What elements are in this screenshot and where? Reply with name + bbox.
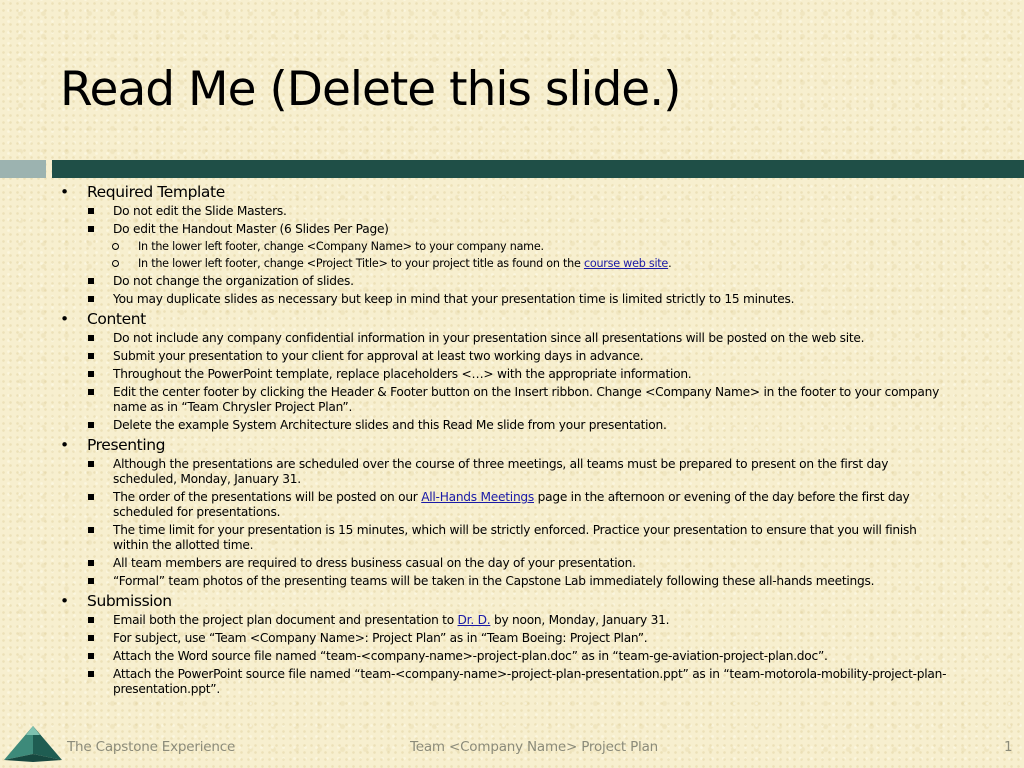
text-before: The order of the presentations will be posted on our (113, 490, 422, 504)
bullet-text: Submit your presentation to your client for approval at least two working days in advance. (113, 349, 644, 363)
slide-number: 1 (1004, 739, 1013, 755)
list-item (60, 204, 953, 219)
list-item (60, 292, 953, 307)
bullet-text: Do not include any company confidential information in your presentation since all presentations will be posted on the web site. (113, 331, 865, 345)
square-bullet-icon (88, 226, 94, 232)
square-bullet-icon (88, 527, 94, 533)
footer-course-name: The Capstone Experience (67, 739, 236, 755)
bullet-text: Do edit the Handout Master (6 Slides Per Page) (113, 222, 389, 236)
square-bullet-icon (88, 335, 94, 341)
square-bullet-icon (88, 422, 94, 428)
list-item (60, 274, 953, 289)
list-item (60, 490, 953, 520)
square-bullet-icon (88, 278, 94, 284)
list-item (60, 418, 953, 433)
text-before: In the lower left footer, change <Project Title> to your project title as found on the (138, 257, 584, 270)
slide-body (60, 182, 960, 700)
square-bullet-icon (88, 578, 94, 584)
list-item (60, 649, 953, 664)
square-bullet-icon (88, 653, 94, 659)
square-bullet-icon (88, 635, 94, 641)
text-after: page in the afternoon or evening of the day before the first day scheduled for presentations. (113, 490, 910, 519)
footer-project-title: Team <Company Name> Project Plan (410, 739, 659, 755)
slide-title: Read Me (Delete this slide.) (60, 62, 681, 117)
sub-list-item (60, 240, 960, 254)
text-before: Email both the project plan document and presentation to (113, 613, 458, 627)
square-bullet-icon (88, 461, 94, 467)
list-item (60, 331, 953, 346)
list-item (60, 667, 953, 697)
square-bullet-icon (88, 371, 94, 377)
square-bullet-icon (88, 494, 94, 500)
dr-d-email-link[interactable]: Dr. D. (457, 613, 491, 627)
section-heading: • Required Template (60, 183, 960, 202)
course-web-site-link[interactable]: course web site (583, 257, 669, 270)
title-divider-accent (0, 160, 46, 178)
list-item (60, 574, 953, 589)
bullet-text: You may duplicate slides as necessary but keep in mind that your presentation time is limited strictly to 15 minutes. (113, 292, 795, 306)
pyramid-logo-icon (2, 724, 64, 762)
all-hands-meetings-link[interactable]: All-Hands Meetings (421, 490, 534, 504)
list-item (60, 222, 953, 237)
title-divider-bar (52, 160, 1024, 178)
bullet-text: The time limit for your presentation is 15 minutes, which will be strictly enforced. Practice your presentation to ensure that you will finish within the allotted time. (113, 523, 917, 552)
square-bullet-icon (88, 671, 94, 677)
list-item (60, 349, 953, 364)
bullet-text: Do not edit the Slide Masters. (113, 204, 287, 218)
list-item (60, 385, 953, 415)
bullet-text: Throughout the PowerPoint template, replace placeholders <…> with the appropriate information. (113, 367, 692, 381)
bullet-text: Although the presentations are scheduled over the course of three meetings, all teams must be prepared to present on the first day scheduled, Monday, January 31. (113, 457, 889, 486)
square-bullet-icon (88, 296, 94, 302)
bullet-text: Edit the center footer by clicking the Header & Footer button on the Insert ribbon. Change <Company Name> in the footer to your company name as in “Team Chrysler Project Plan”. (113, 385, 940, 414)
section-heading: • Content (60, 310, 960, 329)
bullet-text: “Formal” team photos of the presenting teams will be taken in the Capstone Lab immediately following these all-hands meetings. (113, 574, 875, 588)
square-bullet-icon (88, 560, 94, 566)
square-bullet-icon (88, 353, 94, 359)
bullet-text: For subject, use “Team <Company Name>: Project Plan” as in “Team Boeing: Project Plan”. (113, 631, 648, 645)
text-after: by noon, Monday, January 31. (490, 613, 670, 627)
bullet-text: Attach the PowerPoint source file named “team-<company-name>-project-plan-presentation.ppt” as in “team-motorola-mobility-project-plan-presentation.ppt”. (113, 667, 947, 696)
circle-bullet-icon (112, 260, 119, 267)
square-bullet-icon (88, 617, 94, 623)
list-item (60, 631, 953, 646)
section-heading: • Submission (60, 592, 960, 611)
list-item (60, 556, 953, 571)
list-item (60, 613, 953, 628)
section-heading: • Presenting (60, 436, 960, 455)
sub-list-item (60, 257, 960, 271)
square-bullet-icon (88, 208, 94, 214)
bullet-text: Attach the Word source file named “team-<company-name>-project-plan.doc” as in “team-ge-aviation-project-plan.doc”. (113, 649, 828, 663)
list-item (60, 457, 953, 487)
list-item (60, 367, 953, 382)
circle-bullet-icon (112, 243, 119, 250)
bullet-text: Delete the example System Architecture slides and this Read Me slide from your presentation. (113, 418, 667, 432)
bullet-text: Do not change the organization of slides. (113, 274, 354, 288)
list-item (60, 523, 953, 553)
bullet-text: In the lower left footer, change <Company Name> to your company name. (138, 240, 544, 253)
text-after: . (668, 257, 672, 270)
bullet-text: All team members are required to dress business casual on the day of your presentation. (113, 556, 636, 570)
square-bullet-icon (88, 389, 94, 395)
